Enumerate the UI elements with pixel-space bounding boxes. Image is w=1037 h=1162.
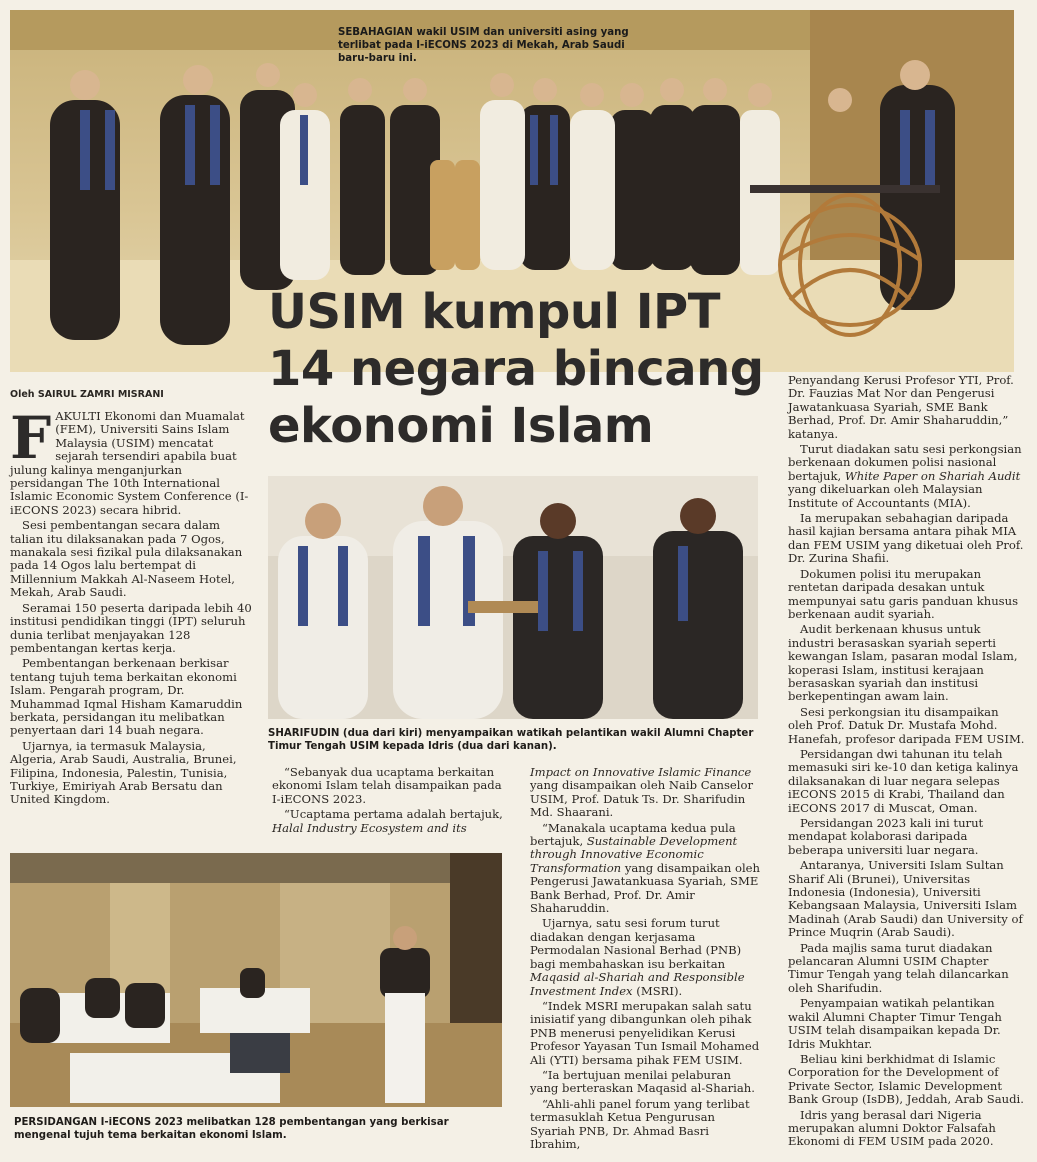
article-column-2	[272, 766, 512, 837]
paragraph: “Sebanyak dua ucaptama berkaitan ekonomi Islam telah disampaikan pada I-iECONS 2023.	[272, 765, 502, 806]
paragraph: Persidangan 2023 kali ini turut mendapat kolaborasi daripada beberapa universiti luar negara.	[788, 816, 984, 857]
byline: Oleh SAIRUL ZAMRI MISRANI	[10, 389, 164, 400]
italic-title: Impact on Innovative Islamic Finance	[530, 765, 752, 779]
handover-photo-caption: SHARIFUDIN (dua dari kiri) menyampaikan watikah pelantikan wakil Alumni Chapter Timur Tengah USIM kepada Idris (dua dari kanan).	[268, 728, 754, 752]
paragraph: Audit berkenaan khusus untuk industri berasaskan syariah seperti kewangan Islam, pasaran modal Islam, koperasi Islam, institusi kerajaan berasaskan syariah dan institusi berkepentingan awam lain.	[788, 622, 1018, 704]
paragraph: Ujarnya, ia termasuk Malaysia, Algeria, Arab Saudi, Australia, Brunei, Filipina, Indonesia, Palestin, Tunisia, Turkiye, Emiriyah Arab Bersatu dan United Kingdom.	[10, 738, 237, 807]
article-column-1	[10, 404, 254, 809]
paragraph	[788, 443, 1026, 510]
conference-photo-caption: PERSIDANGAN I-iECONS 2023 melibatkan 128 pembentangan yang berkisar mengenal tujuh tema berkaitan ekonomi Islam.	[14, 1117, 449, 1141]
paragraph	[272, 808, 512, 835]
paragraph: Persidangan dwi tahunan itu telah memasuki siri ke-10 dan ketiga kalinya dilaksanakan di luar negara selepas iECONS 2015 di Krabi, Thailand dan iECONS 2017 di Muscat, Oman.	[788, 746, 1019, 815]
group-photo-caption: SEBAHAGIAN wakil USIM dan universiti asing yang terlibat pada I-iECONS 2023 di Mekah, Arab Saudi baru-baru ini.	[338, 27, 629, 64]
paragraph-text: (MSRI).	[632, 983, 683, 998]
paragraph	[530, 822, 762, 916]
article-column-4	[788, 374, 1026, 1151]
paragraph: Pada majlis sama turut diadakan pelancaran Alumni USIM Chapter Timur Tengah yang telah dilancarkan oleh Sharifudin.	[788, 940, 1009, 995]
paragraph: Penyampaian watikah pelantikan wakil Alumni Chapter Timur Tengah USIM telah disampaikan kepada Dr. Idris Mukhtar.	[788, 996, 1002, 1051]
paragraph: Sesi pembentangan secara dalam talian itu dilaksanakan pada 7 Ogos, manakala sesi fizikal pula dilaksanakan pada 14 Ogos lalu bertempat di Millennium Makkah Al-Naseem Hotel, Mekah, Arab Saudi.	[10, 518, 243, 600]
paragraph: “Ia bertujuan menilai pelaburan yang berteraskan Maqasid al-Shariah.	[530, 1067, 755, 1096]
italic-title: Maqasid al-Shariah and Responsible Investment Index	[530, 970, 745, 998]
handover-photo	[268, 476, 758, 719]
article-column-3	[530, 766, 762, 1153]
drop-cap: F	[10, 404, 52, 472]
italic-title: Sustainable Development through Innovative Economic Transformation	[530, 834, 738, 875]
paragraph: Dokumen polisi itu merupakan rentetan daripada desakan untuk mempunyai satu garis panduan khusus berkenaan audit syariah.	[788, 566, 1019, 621]
paragraph: Idris yang berasal dari Nigeria merupakan alumni Doktor Falsafah Ekonomi di FEM USIM pada 2020.	[788, 1107, 996, 1149]
paragraph-text: “Manakala ucaptama kedua pula bertajuk,	[530, 820, 736, 849]
conference-photo	[10, 853, 502, 1107]
paragraph-text: “Ucaptama pertama adalah bertajuk,	[284, 807, 503, 822]
italic-title: Halal Industry Ecosystem and its	[272, 820, 467, 835]
paragraph	[530, 917, 762, 997]
paragraph-text: Turut diadakan satu sesi perkongsian berkenaan dokumen polisi nasional bertajuk,	[788, 442, 1022, 483]
paragraph-text: yang disampaikan oleh Pengerusi Jawatankuasa Syariah, SME Bank Berhad, Prof. Dr. Amir Shaharuddin.	[530, 860, 760, 916]
paragraph-text: Ujarnya, satu sesi forum turut diadakan dengan kerjasama Permodalan Nasional Berhad (PNB) bagi membahaskan isu berkaitan	[530, 916, 742, 971]
paragraph: Seramai 150 peserta daripada lebih 40 institusi pendidikan tinggi (IPT) seluruh dunia terlibat menjayakan 128 pembentangan kertas kerja.	[10, 600, 252, 655]
italic-title: White Paper on Shariah Audit	[844, 468, 1021, 483]
paragraph: Penyandang Kerusi Profesor YTI, Prof. Dr. Fauzias Mat Nor dan Pengerusi Jawatankuasa Syariah, SME Bank Berhad, Prof. Dr. Amir Shaharuddin,” katanya.	[788, 373, 1014, 441]
headline: USIM kumpul IPT 14 negara bincang ekonomi Islam	[268, 284, 764, 454]
paragraph	[10, 404, 254, 517]
paragraph: Antaranya, Universiti Islam Sultan Sharif Ali (Brunei), Universitas Indonesia (Indonesia), Universiti Kebangsaan Malaysia, Universiti Islam Madinah (Arab Saudi) dan University of Prince Muqrin (Arab Saudi).	[788, 858, 1023, 940]
paragraph: “Ahli-ahli panel forum yang terlibat termasuklah Ketua Pengurusan Syariah PNB, Dr. Ahmad Basri Ibrahim,	[530, 1096, 750, 1151]
paragraph: Beliau kini berkhidmat di Islamic Corporation for the Development of Private Sector, Islamic Development Bank Group (IsDB), Jeddah, Arab Saudi.	[788, 1051, 1024, 1107]
paragraph	[530, 766, 762, 820]
paragraph: Ia merupakan sebahagian daripada hasil kajian bersama antara pihak MIA dan FEM USIM yang diketuai oleh Prof. Dr. Zurina Shafii.	[788, 511, 1024, 566]
paragraph: Sesi perkongsian itu disampaikan oleh Prof. Datuk Dr. Mustafa Mohd. Hanefah, profesor daripada FEM USIM.	[788, 704, 1025, 746]
paragraph: Pembentangan berkenaan berkisar tentang tujuh tema berkaitan ekonomi Islam. Pengarah program, Dr. Muhammad Iqmal Hisham Kamaruddin berkata, persidangan itu melibatkan penyertaan dari 14 buah negara.	[10, 656, 243, 738]
paragraph-text: yang disampaikan oleh Naib Canselor USIM, Prof. Datuk Ts. Dr. Sharifudin Md. Shaarani.	[530, 778, 754, 820]
paragraph-text: AKULTI Ekonomi dan Muamalat (FEM), Universiti Sains Islam Malaysia (USIM) mencatat sejarah tersendiri apabila buat julung kalinya menganjurkan persidangan The 10th International Islamic Economic System Conference (I-iECONS 2023) secara hibrid.	[10, 409, 249, 517]
paragraph-text: yang dikeluarkan oleh Malaysian Institute of Accountants (MIA).	[788, 482, 983, 510]
paragraph: “Indek MSRI merupakan salah satu inisiatif yang dibangunkan oleh pihak PNB menerusi penyelidikan Kerusi Profesor Yayasan Tun Ismail Mohamed Ali (YTI) bersama pihak FEM USIM.	[530, 998, 760, 1067]
